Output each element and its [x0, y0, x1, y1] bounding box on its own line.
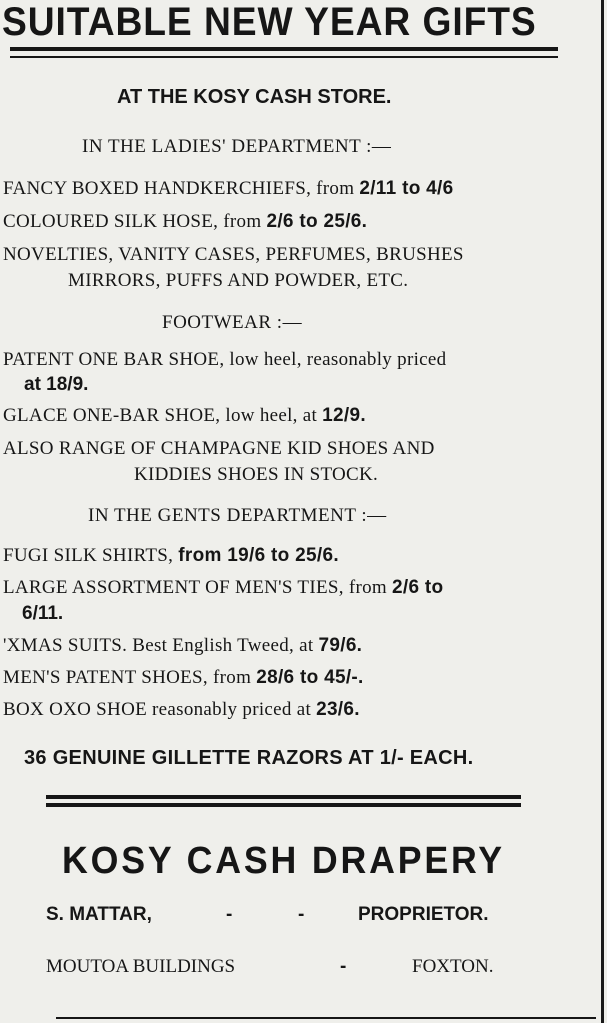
store-name: KOSY CASH DRAPERY: [62, 840, 505, 882]
footwear-item-1-cont: at 18/9.: [24, 374, 89, 395]
building-name: MOUTOA BUILDINGS: [46, 956, 236, 977]
item-price: from 19/6 to 25/6.: [178, 545, 339, 566]
dash: -: [226, 904, 233, 925]
item-text: BOX OXO SHOE reasonably priced at: [3, 699, 317, 720]
dash: -: [340, 956, 347, 977]
footwear-heading: FOOTWEAR :—: [162, 312, 303, 333]
gents-item-1: [3, 546, 339, 565]
bottom-rule: [56, 1017, 596, 1019]
headline: SUITABLE NEW YEAR GIFTS: [2, 0, 537, 44]
ladies-heading: IN THE LADIES' DEPARTMENT :—: [82, 136, 392, 157]
subhead: AT THE KOSY CASH STORE.: [117, 86, 392, 108]
item-price: 2/6 to 25/6.: [266, 211, 368, 232]
footer-rule-top: [46, 795, 521, 799]
item-price: 28/6 to 45/-.: [256, 667, 364, 688]
dash: -: [298, 904, 305, 925]
footwear-item-1: [3, 350, 446, 369]
item-text: COLOURED SILK HOSE, from: [3, 211, 267, 232]
item-price: 12/9.: [322, 405, 366, 426]
proprietor-title: PROPRIETOR.: [358, 904, 489, 925]
gents-item-5: [3, 700, 360, 719]
item-text: PATENT ONE BAR SHOE, low heel, reasonably priced: [3, 349, 447, 370]
item-text: MEN'S PATENT SHOES, from: [3, 667, 257, 688]
gents-heading: IN THE GENTS DEPARTMENT :—: [88, 505, 387, 526]
footwear-item-3-line1: ALSO RANGE OF CHAMPAGNE KID SHOES AND: [3, 438, 435, 459]
item-text: LARGE ASSORTMENT OF MEN'S TIES, from: [3, 577, 393, 598]
footer-rule-bottom: [46, 803, 521, 807]
ladies-item-2: [3, 212, 367, 231]
gents-item-4: [3, 668, 364, 687]
footwear-item-3-line2: KIDDIES SHOES IN STOCK.: [134, 464, 379, 485]
footwear-item-2: [3, 406, 366, 425]
ladies-item-1: [3, 179, 454, 198]
item-text: FUGI SILK SHIRTS,: [3, 545, 179, 566]
town-name: FOXTON.: [412, 956, 494, 977]
headline-rule-top: [10, 47, 558, 51]
item-text: FANCY BOXED HANDKERCHIEFS, from: [3, 178, 360, 199]
item-text: GLACE ONE-BAR SHOE, low heel, at: [3, 405, 323, 426]
item-price: 2/11 to 4/6: [359, 178, 454, 199]
owner-name: S. MATTAR,: [46, 904, 152, 925]
gents-item-2: [3, 578, 443, 597]
column-rule: [601, 0, 604, 1023]
item-text: 'XMAS SUITS. Best English Tweed, at: [3, 635, 319, 656]
ladies-item-3-line1: NOVELTIES, VANITY CASES, PERFUMES, BRUSHES: [3, 244, 464, 265]
gents-item-3: [3, 636, 362, 655]
item-price: 79/6.: [318, 635, 363, 656]
item-price: 23/6.: [316, 699, 360, 720]
headline-rule-bottom: [10, 56, 558, 58]
item-price: 2/6 to: [392, 577, 444, 598]
razors-line: 36 GENUINE GILLETTE RAZORS AT 1/- EACH.: [24, 747, 474, 769]
ladies-item-3-line2: MIRRORS, PUFFS AND POWDER, ETC.: [68, 270, 409, 291]
gents-item-2-cont: 6/11.: [22, 603, 64, 624]
